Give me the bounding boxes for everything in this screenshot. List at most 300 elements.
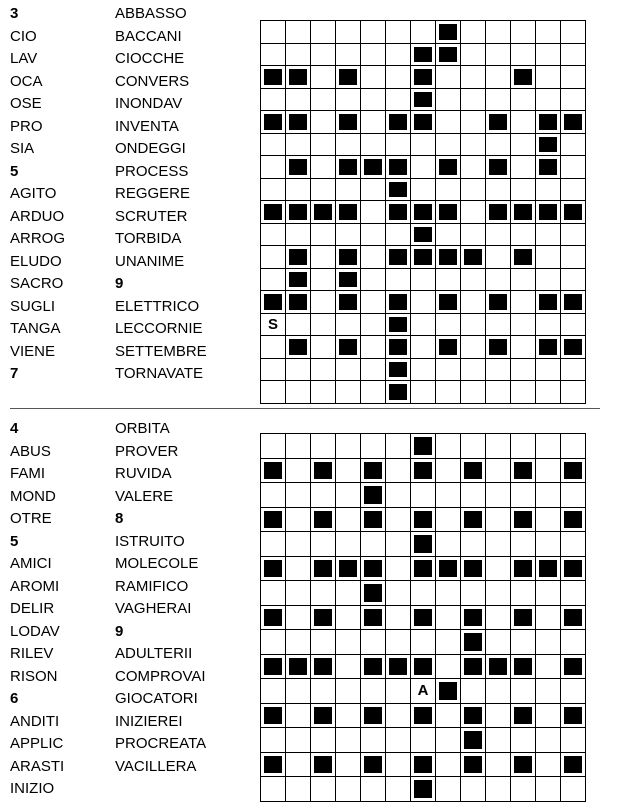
grid-cell[interactable] (336, 224, 361, 247)
grid-cell[interactable] (536, 704, 561, 729)
grid-cell[interactable] (286, 704, 311, 729)
grid-cell[interactable] (286, 381, 311, 404)
grid-cell[interactable] (511, 156, 536, 179)
grid-cell[interactable] (561, 581, 586, 606)
grid-cell[interactable] (311, 581, 336, 606)
grid-cell[interactable] (386, 557, 411, 582)
grid-cell[interactable] (511, 777, 536, 802)
grid-cell[interactable] (386, 269, 411, 292)
grid-cell[interactable] (536, 532, 561, 557)
grid-cell[interactable] (561, 359, 586, 382)
grid-cell[interactable] (561, 777, 586, 802)
grid-cell[interactable] (461, 201, 486, 224)
grid-cell[interactable] (436, 606, 461, 631)
grid-cell[interactable] (336, 728, 361, 753)
grid-cell[interactable] (261, 246, 286, 269)
grid-cell[interactable] (361, 434, 386, 459)
grid-cell[interactable] (486, 606, 511, 631)
grid-cell[interactable] (561, 483, 586, 508)
grid-cell[interactable] (536, 434, 561, 459)
grid-cell[interactable] (311, 630, 336, 655)
grid-cell[interactable] (561, 630, 586, 655)
grid-cell[interactable] (261, 44, 286, 67)
grid-cell[interactable] (511, 679, 536, 704)
black-square-fill (489, 339, 507, 355)
grid-cell[interactable] (436, 532, 461, 557)
black-square-fill (439, 294, 457, 310)
grid-cell[interactable] (511, 581, 536, 606)
grid-cell[interactable] (561, 679, 586, 704)
grid-cell[interactable] (436, 314, 461, 337)
grid-cell[interactable] (536, 89, 561, 112)
grid-cell[interactable] (286, 44, 311, 67)
grid-cell[interactable] (411, 359, 436, 382)
grid-cell[interactable] (436, 753, 461, 778)
grid-cell[interactable] (486, 777, 511, 802)
grid-cell[interactable] (311, 269, 336, 292)
grid-cell[interactable] (286, 508, 311, 533)
grid-cell[interactable] (311, 728, 336, 753)
grid-cell[interactable] (511, 89, 536, 112)
grid-cell[interactable] (536, 44, 561, 67)
grid-cell[interactable] (361, 201, 386, 224)
grid-cell[interactable] (261, 179, 286, 202)
grid-cell[interactable] (386, 753, 411, 778)
grid-cell[interactable] (286, 728, 311, 753)
grid-cell[interactable] (436, 179, 461, 202)
grid-cell[interactable] (486, 269, 511, 292)
grid-cell[interactable] (336, 44, 361, 67)
grid-cell[interactable] (361, 381, 386, 404)
grid-cell[interactable] (261, 532, 286, 557)
grid-cell[interactable] (436, 111, 461, 134)
grid-cell[interactable] (361, 246, 386, 269)
grid-cell[interactable] (436, 508, 461, 533)
grid-cell[interactable] (486, 753, 511, 778)
grid-cell[interactable] (336, 508, 361, 533)
grid-cell[interactable] (511, 224, 536, 247)
grid-cell[interactable] (486, 179, 511, 202)
grid-cell[interactable] (436, 381, 461, 404)
grid-cell[interactable] (311, 679, 336, 704)
grid-cell[interactable] (461, 581, 486, 606)
grid-cell[interactable] (536, 679, 561, 704)
grid-cell[interactable] (411, 381, 436, 404)
grid-cell[interactable] (411, 269, 436, 292)
grid-cell[interactable] (361, 679, 386, 704)
grid-cell[interactable] (461, 679, 486, 704)
grid-cell[interactable] (311, 777, 336, 802)
grid-cell[interactable] (486, 359, 511, 382)
grid-cell[interactable] (311, 532, 336, 557)
grid-cell[interactable] (386, 581, 411, 606)
grid-cell[interactable] (511, 269, 536, 292)
grid-cell[interactable] (486, 704, 511, 729)
grid-cell[interactable] (261, 728, 286, 753)
grid-cell[interactable] (511, 179, 536, 202)
crossword-grid-2[interactable] (260, 433, 586, 802)
grid-cell[interactable] (511, 336, 536, 359)
grid-cell[interactable] (536, 179, 561, 202)
grid-cell[interactable] (286, 21, 311, 44)
grid-cell[interactable] (336, 655, 361, 680)
grid-cell[interactable] (361, 291, 386, 314)
grid-cell[interactable] (336, 581, 361, 606)
grid-cell[interactable] (311, 483, 336, 508)
grid-cell[interactable] (286, 606, 311, 631)
grid-cell[interactable] (386, 483, 411, 508)
grid-cell[interactable] (386, 66, 411, 89)
grid-cell[interactable] (536, 359, 561, 382)
grid-cell[interactable] (311, 336, 336, 359)
grid-cell[interactable] (461, 314, 486, 337)
grid-cell[interactable] (386, 508, 411, 533)
grid-cell[interactable] (336, 434, 361, 459)
grid-cell[interactable] (311, 314, 336, 337)
grid-cell[interactable] (536, 655, 561, 680)
grid-cell[interactable] (361, 21, 386, 44)
grid-cell[interactable] (511, 630, 536, 655)
grid-cell[interactable] (361, 224, 386, 247)
grid-cell[interactable] (336, 679, 361, 704)
grid-cell[interactable] (461, 434, 486, 459)
grid-cell[interactable] (436, 459, 461, 484)
grid-cell[interactable] (311, 89, 336, 112)
grid-cell[interactable] (486, 581, 511, 606)
grid-cell[interactable] (411, 314, 436, 337)
grid-cell[interactable] (461, 44, 486, 67)
grid-cell[interactable] (536, 728, 561, 753)
grid-cell[interactable] (361, 314, 386, 337)
grid-cell[interactable] (561, 269, 586, 292)
grid-cell[interactable] (511, 359, 536, 382)
black-square-fill (414, 511, 432, 529)
grid-cell[interactable] (361, 359, 386, 382)
grid-cell[interactable] (311, 179, 336, 202)
grid-cell[interactable] (386, 21, 411, 44)
grid-cell[interactable] (461, 89, 486, 112)
grid-cell[interactable] (436, 359, 461, 382)
grid-cell[interactable] (386, 224, 411, 247)
grid-cell[interactable] (536, 753, 561, 778)
grid-cell[interactable] (336, 777, 361, 802)
grid-cell[interactable] (336, 606, 361, 631)
grid-cell[interactable] (561, 381, 586, 404)
grid-cell[interactable] (536, 606, 561, 631)
black-square-fill (514, 462, 532, 480)
black-square (536, 336, 561, 359)
grid-cell[interactable] (486, 557, 511, 582)
grid-cell[interactable] (561, 224, 586, 247)
grid-cell[interactable] (286, 532, 311, 557)
grid-cell[interactable] (511, 314, 536, 337)
grid-cell[interactable] (436, 581, 461, 606)
grid-cell[interactable] (386, 777, 411, 802)
grid-cell[interactable] (486, 21, 511, 44)
grid-cell[interactable] (261, 89, 286, 112)
grid-cell[interactable] (261, 134, 286, 157)
grid-cell[interactable] (361, 111, 386, 134)
grid-cell[interactable] (536, 21, 561, 44)
grid-cell[interactable] (411, 679, 436, 704)
grid-cell[interactable] (336, 630, 361, 655)
grid-cell[interactable] (436, 66, 461, 89)
grid-cell[interactable] (486, 246, 511, 269)
grid-cell[interactable] (286, 777, 311, 802)
grid-cell[interactable] (436, 434, 461, 459)
grid-cell[interactable] (461, 156, 486, 179)
grid-cell[interactable] (561, 156, 586, 179)
grid-cell[interactable] (286, 179, 311, 202)
grid-cell[interactable] (486, 508, 511, 533)
black-square (561, 753, 586, 778)
grid-cell[interactable] (561, 66, 586, 89)
grid-cell[interactable] (461, 66, 486, 89)
grid-cell[interactable] (361, 269, 386, 292)
grid-cell[interactable] (536, 459, 561, 484)
grid-cell[interactable] (436, 483, 461, 508)
grid-cell[interactable] (486, 679, 511, 704)
grid-cell[interactable] (536, 508, 561, 533)
grid-cell[interactable] (561, 434, 586, 459)
grid-cell[interactable] (361, 630, 386, 655)
grid-cell[interactable] (486, 381, 511, 404)
grid-cell[interactable] (561, 134, 586, 157)
grid-cell[interactable] (436, 777, 461, 802)
grid-cell[interactable] (311, 434, 336, 459)
grid-cell[interactable] (536, 483, 561, 508)
grid-cell[interactable] (261, 679, 286, 704)
grid-cell[interactable] (336, 21, 361, 44)
grid-cell[interactable] (561, 21, 586, 44)
grid-cell[interactable] (411, 336, 436, 359)
grid-cell[interactable] (361, 728, 386, 753)
grid-cell[interactable] (486, 483, 511, 508)
grid-cell[interactable] (436, 704, 461, 729)
grid-cell[interactable] (286, 434, 311, 459)
grid-cell[interactable] (261, 581, 286, 606)
grid-cell[interactable] (286, 459, 311, 484)
grid-cell[interactable] (461, 269, 486, 292)
grid-cell[interactable] (261, 434, 286, 459)
crossword-grid-1[interactable] (260, 20, 586, 404)
grid-cell[interactable] (461, 483, 486, 508)
grid-cell[interactable] (461, 359, 486, 382)
black-square (261, 66, 286, 89)
grid-cell[interactable] (361, 66, 386, 89)
grid-cell[interactable] (486, 434, 511, 459)
grid-cell[interactable] (536, 224, 561, 247)
grid-cell[interactable] (261, 630, 286, 655)
grid-cell[interactable] (386, 459, 411, 484)
grid-cell[interactable] (311, 246, 336, 269)
grid-cell[interactable] (311, 44, 336, 67)
grid-cell[interactable] (386, 44, 411, 67)
grid-cell[interactable] (486, 532, 511, 557)
grid-cell[interactable] (386, 679, 411, 704)
grid-cell[interactable] (336, 459, 361, 484)
grid-cell[interactable] (386, 89, 411, 112)
grid-cell[interactable] (361, 777, 386, 802)
grid-cell[interactable] (536, 777, 561, 802)
grid-cell[interactable] (561, 179, 586, 202)
grid-cell[interactable] (511, 532, 536, 557)
grid-cell[interactable] (536, 581, 561, 606)
grid-cell[interactable] (511, 134, 536, 157)
grid-cell[interactable] (411, 581, 436, 606)
grid-cell[interactable] (386, 728, 411, 753)
grid-cell[interactable] (436, 630, 461, 655)
grid-cell[interactable] (286, 753, 311, 778)
grid-cell[interactable] (461, 21, 486, 44)
grid-cell[interactable] (336, 359, 361, 382)
grid-cell[interactable] (261, 336, 286, 359)
grid-cell[interactable] (511, 291, 536, 314)
grid-cell[interactable] (286, 630, 311, 655)
grid-cell[interactable] (261, 224, 286, 247)
grid-cell[interactable] (286, 557, 311, 582)
grid-cell[interactable] (411, 179, 436, 202)
grid-cell[interactable] (311, 134, 336, 157)
grid-cell[interactable] (286, 134, 311, 157)
grid-cell[interactable] (486, 314, 511, 337)
grid-cell[interactable] (511, 434, 536, 459)
grid-cell[interactable] (486, 44, 511, 67)
grid-cell[interactable] (336, 381, 361, 404)
grid-cell[interactable] (536, 630, 561, 655)
grid-cell[interactable] (436, 89, 461, 112)
grid-cell[interactable] (461, 336, 486, 359)
grid-cell[interactable] (361, 532, 386, 557)
grid-cell[interactable] (411, 134, 436, 157)
grid-cell[interactable] (511, 21, 536, 44)
grid-cell[interactable] (461, 532, 486, 557)
grid-cell[interactable] (311, 156, 336, 179)
grid-cell[interactable] (536, 66, 561, 89)
grid-cell[interactable] (361, 89, 386, 112)
grid-cell[interactable] (261, 21, 286, 44)
grid-cell[interactable] (561, 314, 586, 337)
grid-cell[interactable] (536, 269, 561, 292)
grid-cell[interactable] (261, 483, 286, 508)
grid-cell[interactable] (511, 483, 536, 508)
grid-cell[interactable] (486, 630, 511, 655)
grid-cell[interactable] (436, 224, 461, 247)
grid-cell[interactable] (411, 728, 436, 753)
grid-cell[interactable] (336, 753, 361, 778)
grid-cell[interactable] (311, 359, 336, 382)
grid-cell[interactable] (461, 291, 486, 314)
grid-cell[interactable] (311, 381, 336, 404)
grid-cell[interactable] (511, 728, 536, 753)
grid-cell[interactable] (411, 483, 436, 508)
grid-cell[interactable] (436, 655, 461, 680)
grid-cell[interactable] (561, 246, 586, 269)
grid-cell[interactable] (461, 224, 486, 247)
grid-cell[interactable] (536, 381, 561, 404)
grid-cell[interactable] (261, 269, 286, 292)
grid-cell[interactable] (561, 89, 586, 112)
grid-cell[interactable] (336, 483, 361, 508)
grid-cell[interactable] (511, 381, 536, 404)
grid-cell[interactable] (561, 532, 586, 557)
grid-cell[interactable] (436, 134, 461, 157)
grid-cell[interactable] (511, 111, 536, 134)
word-list-item: AROMI (10, 577, 60, 595)
grid-cell[interactable] (386, 606, 411, 631)
grid-cell[interactable] (486, 728, 511, 753)
grid-cell[interactable] (286, 483, 311, 508)
grid-cell[interactable] (386, 434, 411, 459)
grid-cell[interactable] (461, 381, 486, 404)
black-square-fill (414, 227, 432, 243)
grid-cell[interactable] (461, 111, 486, 134)
grid-cell[interactable] (386, 704, 411, 729)
grid-cell[interactable] (461, 179, 486, 202)
grid-cell[interactable] (486, 224, 511, 247)
grid-cell[interactable] (536, 314, 561, 337)
grid-cell[interactable] (286, 679, 311, 704)
grid-cell[interactable] (411, 630, 436, 655)
grid-cell[interactable] (311, 21, 336, 44)
grid-cell[interactable] (336, 704, 361, 729)
grid-cell[interactable] (361, 336, 386, 359)
grid-cell[interactable] (311, 111, 336, 134)
grid-cell[interactable] (486, 134, 511, 157)
grid-cell[interactable] (361, 179, 386, 202)
word-list-item: PRO (10, 117, 43, 135)
grid-cell[interactable] (511, 44, 536, 67)
grid-cell[interactable] (461, 134, 486, 157)
grid-cell[interactable] (311, 66, 336, 89)
grid-cell[interactable] (436, 728, 461, 753)
grid-cell[interactable] (311, 291, 336, 314)
grid-cell[interactable] (486, 459, 511, 484)
grid-cell[interactable] (336, 89, 361, 112)
grid-cell[interactable] (286, 359, 311, 382)
grid-cell[interactable] (561, 728, 586, 753)
grid-cell[interactable] (286, 224, 311, 247)
grid-cell[interactable] (261, 777, 286, 802)
grid-cell[interactable] (261, 381, 286, 404)
grid-cell[interactable] (436, 269, 461, 292)
grid-cell[interactable] (261, 156, 286, 179)
grid-cell[interactable] (311, 224, 336, 247)
grid-cell[interactable] (386, 630, 411, 655)
grid-cell[interactable] (286, 581, 311, 606)
grid-cell[interactable] (336, 532, 361, 557)
grid-cell[interactable] (261, 314, 286, 337)
grid-cell[interactable] (361, 44, 386, 67)
grid-cell[interactable] (386, 134, 411, 157)
grid-cell[interactable] (536, 246, 561, 269)
grid-cell[interactable] (286, 89, 311, 112)
grid-cell[interactable] (461, 777, 486, 802)
grid-cell[interactable] (336, 134, 361, 157)
grid-cell[interactable] (561, 44, 586, 67)
grid-cell[interactable] (411, 156, 436, 179)
grid-cell[interactable] (336, 314, 361, 337)
grid-cell[interactable] (386, 532, 411, 557)
grid-cell[interactable] (411, 291, 436, 314)
grid-cell[interactable] (486, 89, 511, 112)
grid-cell[interactable] (261, 359, 286, 382)
grid-cell[interactable] (361, 134, 386, 157)
grid-cell[interactable] (336, 179, 361, 202)
grid-cell[interactable] (411, 21, 436, 44)
grid-cell[interactable] (286, 314, 311, 337)
grid-cell[interactable] (486, 66, 511, 89)
